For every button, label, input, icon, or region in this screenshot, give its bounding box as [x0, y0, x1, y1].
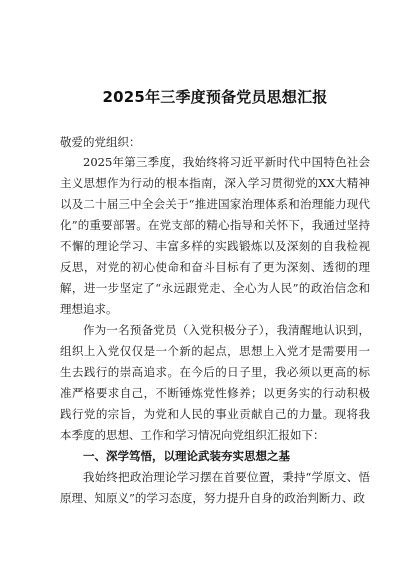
salutation: 敬爱的党组织： — [60, 135, 141, 149]
paragraph-commitment: 作为一名预备党员（入党积极分子），我清醒地认识到，组织上入党仅仅是一个新的起点，思想上入党才是需要用一生去践行的崇高追求。在今后的日子里，我必须以更高的标准严格要求自己，不断锤炼党性修养；以更务实的行动积极践行党的宗旨，为党和人民的事业贡献自己的力量。现将我本季度的思想、工作和学习情况向党组织汇报如下： — [60, 323, 370, 442]
document-title: 2025年三季度预备党员思想汇报 — [102, 88, 328, 106]
paragraph-intro: 2025年第三季度，我始终将习近平新时代中国特色社会主义思想作为行动的根本指南，深入学习贯彻党的XX大精神以及二十届三中全会关于“推进国家治理体系和治理能力现代化”的重要部署。在党支部的精心指导和关怀下，我通过坚持不懈的理论学习、丰富多样的实践锻炼以及深刻的自我检视反思，对党的初心使命和奋斗目标有了更为深刻、透彻的理解，进一步坚定了“永远跟党走、全心为人民”的政治信念和理想追求。 — [60, 155, 370, 316]
section-1-paragraph: 我始终把政治理论学习摆在首要位置，秉持“学原文、悟原理、知原义”的学习态度，努力提升自身的政治判断力、政 — [60, 470, 370, 505]
section-heading-1: 一、深学笃悟，以理论武装夯实思想之基 — [83, 449, 290, 463]
